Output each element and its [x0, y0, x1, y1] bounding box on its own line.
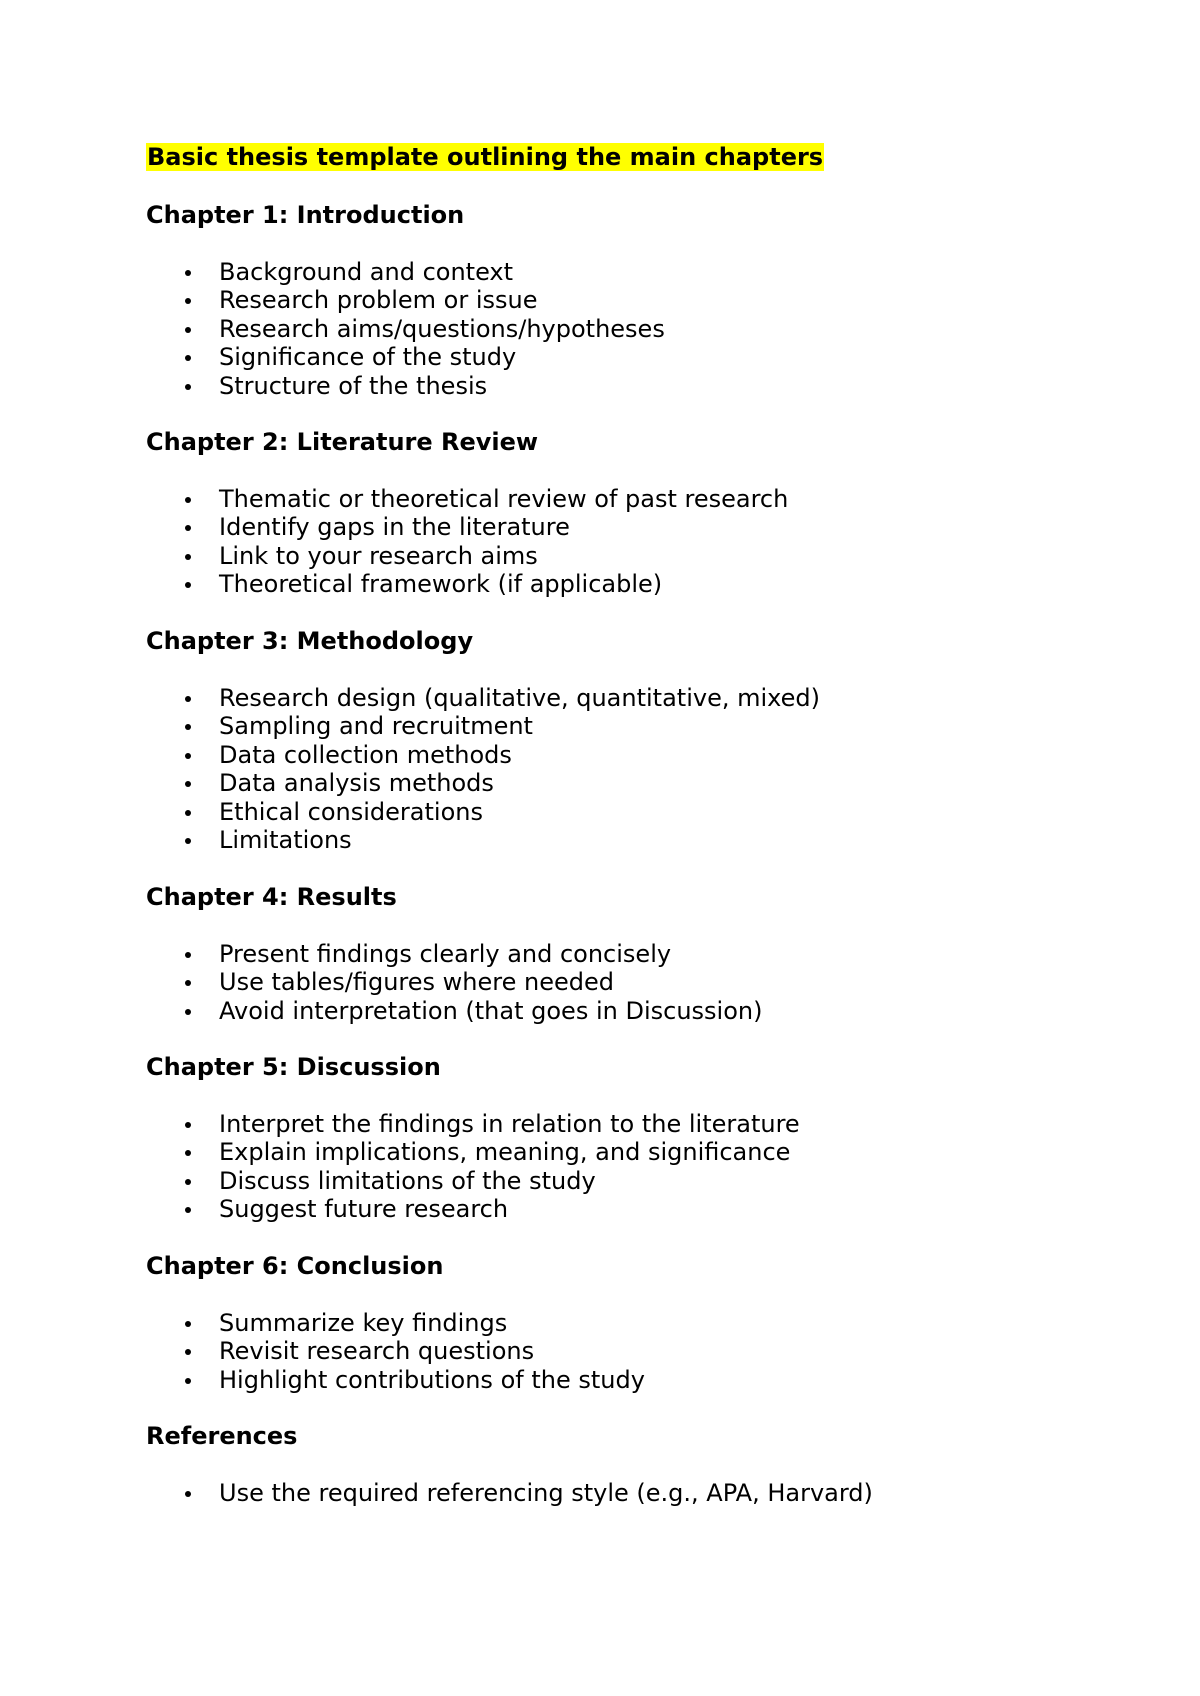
- bullet-icon: [185, 1349, 191, 1355]
- bullet-icon: [185, 327, 191, 333]
- bullet-icon: [185, 838, 191, 844]
- bullet-icon: [185, 525, 191, 531]
- list-item: Interpret the findings in relation to the literature: [146, 1110, 800, 1138]
- list-item: Discuss limitations of the study: [146, 1167, 800, 1195]
- section-heading: Chapter 1: Introduction: [146, 201, 465, 229]
- section-chapter-3: [146, 627, 1146, 854]
- bullet-icon: [185, 1122, 191, 1128]
- section-references: [146, 1422, 1146, 1507]
- list-item: Avoid interpretation (that goes in Discussion): [146, 997, 762, 1025]
- list-item: Sampling and recruitment: [146, 712, 820, 740]
- list-item: Research design (qualitative, quantitative, mixed): [146, 684, 820, 712]
- section-chapter-1: [146, 201, 1146, 400]
- bullet-list: [146, 1479, 873, 1507]
- list-item: Summarize key findings: [146, 1309, 645, 1337]
- bullet-icon: [185, 355, 191, 361]
- bullet-icon: [185, 952, 191, 958]
- section-chapter-5: [146, 1053, 1146, 1224]
- bullet-list: [146, 1309, 645, 1394]
- bullet-icon: [185, 1378, 191, 1384]
- document-title: Basic thesis template outlining the main chapters: [147, 143, 824, 171]
- section-heading: Chapter 4: Results: [146, 883, 397, 911]
- list-item: Thematic or theoretical review of past research: [146, 485, 788, 513]
- bullet-list: [146, 258, 665, 400]
- list-item: Explain implications, meaning, and significance: [146, 1138, 800, 1166]
- list-item: Ethical considerations: [146, 798, 820, 826]
- list-item: Suggest future research: [146, 1195, 800, 1223]
- list-item: Link to your research aims: [146, 542, 788, 570]
- bullet-list: [146, 940, 762, 1025]
- bullet-icon: [185, 1179, 191, 1185]
- bullet-icon: [185, 1207, 191, 1213]
- list-item: Highlight contributions of the study: [146, 1366, 645, 1394]
- section-heading: Chapter 2: Literature Review: [146, 428, 539, 456]
- list-item: Limitations: [146, 826, 820, 854]
- list-item: Revisit research questions: [146, 1337, 645, 1365]
- bullet-icon: [185, 1009, 191, 1015]
- list-item: Use tables/figures where needed: [146, 968, 762, 996]
- section-heading: References: [146, 1422, 298, 1450]
- list-item: Research problem or issue: [146, 286, 665, 314]
- section-heading: Chapter 3: Methodology: [146, 627, 474, 655]
- section-chapter-6: [146, 1252, 1146, 1394]
- bullet-list: [146, 684, 820, 854]
- list-item: Data analysis methods: [146, 769, 820, 797]
- bullet-icon: [185, 497, 191, 503]
- bullet-icon: [185, 980, 191, 986]
- list-item: Data collection methods: [146, 741, 820, 769]
- bullet-icon: [185, 781, 191, 787]
- list-item: Background and context: [146, 258, 665, 286]
- bullet-icon: [185, 384, 191, 390]
- bullet-list: [146, 485, 788, 599]
- list-item: Identify gaps in the literature: [146, 513, 788, 541]
- list-item: Research aims/questions/hypotheses: [146, 315, 665, 343]
- list-item: Structure of the thesis: [146, 372, 665, 400]
- bullet-list: [146, 1110, 800, 1224]
- bullet-icon: [185, 270, 191, 276]
- section-chapter-2: [146, 428, 1146, 599]
- list-item: Use the required referencing style (e.g., APA, Harvard): [146, 1479, 873, 1507]
- bullet-icon: [185, 1321, 191, 1327]
- bullet-icon: [185, 753, 191, 759]
- bullet-icon: [185, 298, 191, 304]
- bullet-icon: [185, 810, 191, 816]
- section-chapter-4: [146, 883, 1146, 1025]
- bullet-icon: [185, 1150, 191, 1156]
- bullet-icon: [185, 724, 191, 730]
- bullet-icon: [185, 582, 191, 588]
- section-heading: Chapter 5: Discussion: [146, 1053, 441, 1081]
- bullet-icon: [185, 1491, 191, 1497]
- bullet-icon: [185, 554, 191, 560]
- list-item: Present findings clearly and concisely: [146, 940, 762, 968]
- section-heading: Chapter 6: Conclusion: [146, 1252, 444, 1280]
- bullet-icon: [185, 696, 191, 702]
- list-item: Theoretical framework (if applicable): [146, 570, 788, 598]
- list-item: Significance of the study: [146, 343, 665, 371]
